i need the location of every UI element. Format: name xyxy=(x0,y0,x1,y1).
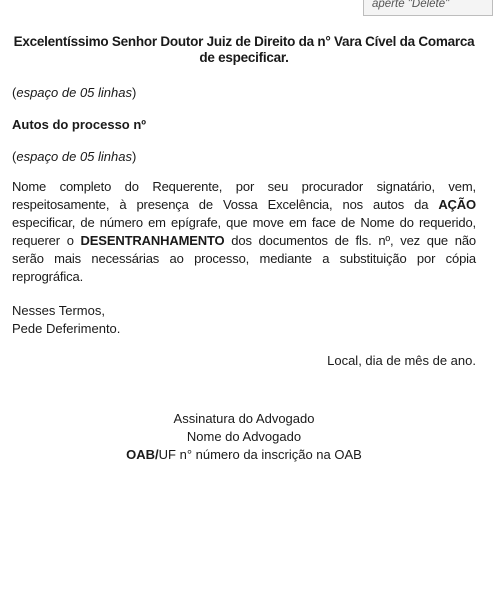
signature-block xyxy=(12,410,476,464)
delete-hint-text: aperte "Delete" xyxy=(372,0,450,10)
oab-registration: OAB/UF n° número da inscrição na OAB xyxy=(126,447,362,462)
title-line-2: de especificar. xyxy=(199,50,289,65)
signature-line: Assinatura do Advogado xyxy=(173,411,315,426)
closing-line-2: Pede Deferimento. xyxy=(12,321,121,336)
petition-document xyxy=(12,34,476,464)
spacing-note-1: (espaço de 05 linhas) xyxy=(12,85,137,100)
lawyer-name: Nome do Advogado xyxy=(186,429,302,444)
acao-keyword: AÇÃO xyxy=(438,197,476,212)
place-date: Local, dia de mês de ano. xyxy=(327,353,476,368)
spacing-note-2: (espaço de 05 linhas) xyxy=(12,149,137,164)
closing-block xyxy=(12,302,476,338)
desentranhamento-keyword: DESENTRANHAMENTO xyxy=(80,233,225,248)
delete-hint-box xyxy=(363,0,493,16)
petition-title xyxy=(12,34,476,66)
closing-line-1: Nesses Termos, xyxy=(12,303,105,318)
title-line-1: Excelentíssimo Senhor Doutor Juiz de Direito da n° Vara Cível da Comarca xyxy=(13,34,475,49)
process-number-label: Autos do processo nº xyxy=(12,117,147,132)
petition-body: Nome completo do Requerente, por seu procurador signatário, vem, respeitosamente, à presença de Vossa Excelência, nos autos da AÇÃO especificar, de número em epígrafe, que move em face de Nome do requerido, requerer o DESENTRANHAMENTO dos documentos de fls. nº, vez que não serão mais necessárias ao processo, mediante a substituição por cópia reprográfica. xyxy=(12,179,476,284)
